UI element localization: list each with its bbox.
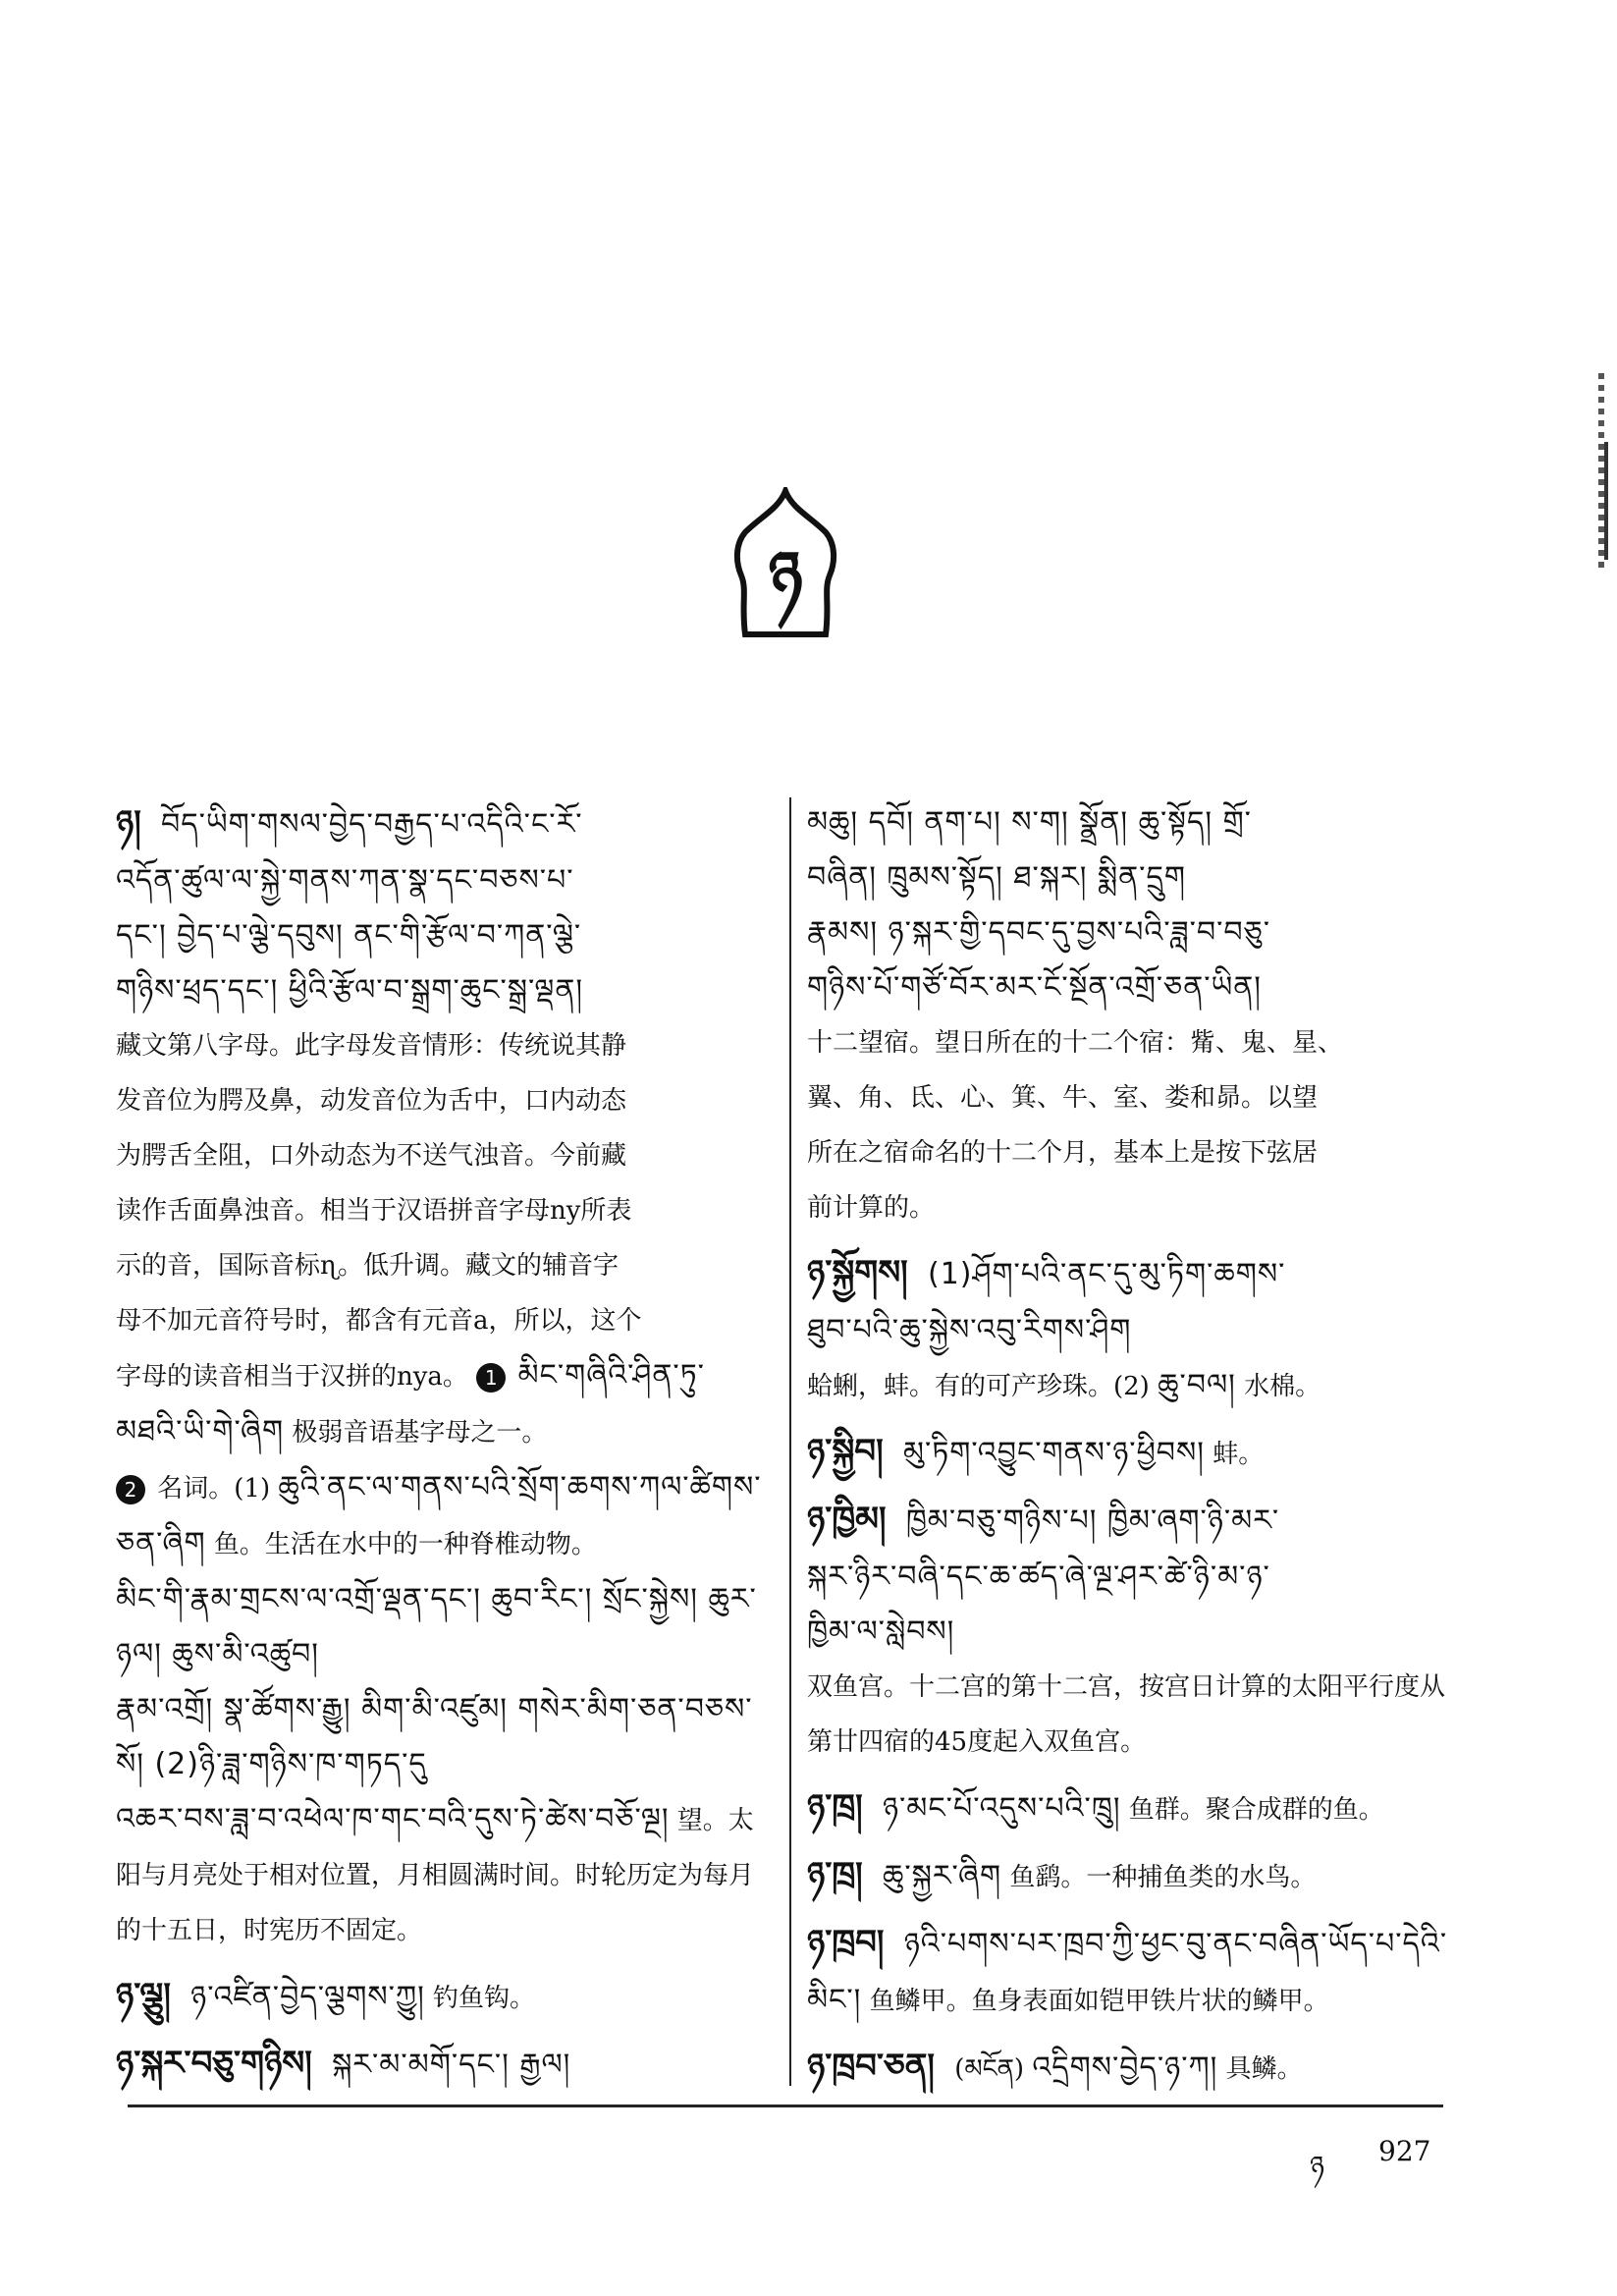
entry-chinese: 钓鱼钩。: [433, 1984, 536, 2013]
chinese-line: 读作舌面鼻浊音。相当于汉语拼音字母ny所表: [116, 1196, 632, 1226]
chinese-line: 前计算的。: [807, 1193, 936, 1223]
sense-marker: 2: [116, 1475, 145, 1504]
section-emblem: [731, 487, 839, 642]
headword: ཉ་སྐར་བཅུ་གཉིས།: [116, 2044, 312, 2083]
tibetan-line: དང་། བྱེད་པ་ལྕེ་དབུས། ནང་གི་རྩོལ་བ་ཀན་ལྕེ་: [116, 918, 582, 953]
page-number: 927: [1378, 2135, 1431, 2167]
tibetan-line: སྐར་ཉིར་བཞི་དང་ཆ་ཚད་ཞེ་ལྔ་ཤར་ཚེ་ཉི་མ་ཉ་: [807, 1559, 1270, 1594]
footer-section-letter: ཉ: [1310, 2150, 1324, 2182]
headword: ཉ་ལྕུ།: [116, 1976, 171, 2015]
entry-chinese: 鱼鳞甲。鱼身表面如铠甲铁片状的鳞甲。: [869, 1987, 1329, 2016]
sense2-chinese-b: 望。太阳与月亮处于相对位置，月相圆满时间。时轮历定为每月的十五日，时宪历不固定。: [116, 1806, 755, 1945]
sense1-tibetan: མིང་གཞིའི་ཤིན་ཏུ་མཐའི་ཡི་གེ་ཞིག: [116, 1358, 705, 1449]
headword: ཉ་ཁྱིམ།: [807, 1500, 887, 1539]
headword: ཉ་སྐྱིབ།: [807, 1432, 884, 1471]
tibetan-line: མཆུ། དབོ། ནག་པ། ས་ག། སྣྲོན། ཆུ་སྟོད། གྲོ་: [807, 805, 1252, 840]
entry-nya: [116, 795, 762, 1958]
scan-artifact: [1604, 442, 1608, 560]
chinese-line: 十二望宿。望日所在的十二个宿：觜、鬼、星、: [807, 1028, 1344, 1058]
entry-tibetan: ཉའི་པགས་པར་ཁྲབ་ཀྱི་ཕྱང་བུ་ནང་བཞིན་ཡོད་པ་དེའི་མིང་།: [807, 1927, 1448, 2017]
headword: ཉ་སྐྱོགས།: [807, 1253, 908, 1292]
tibetan-line: འདོན་ཚུལ་ལ་སྐྱེ་གནས་ཀན་སྣ་དང་བཅས་པ་: [116, 863, 574, 898]
footer-rule: [128, 2105, 1443, 2107]
entry-chinese: 具鳞。: [1225, 2054, 1303, 2084]
entry-tibetan: མུ་ཏིག་འབྱུང་གནས་ཉ་ཕྱིབས།: [902, 1436, 1205, 1470]
entry-tibetan: ཆུ་སྐྱར་ཞིག: [882, 1859, 1002, 1893]
entry-cormorant: [807, 1847, 1460, 1905]
entry-chinese: 鱼群。聚合成群的鱼。: [1128, 1795, 1384, 1825]
tibetan-line: ཁྱིམ་བཅུ་གཉིས་པ། ཁྱིམ་ཞག་ཉི་མར་: [905, 1503, 1280, 1538]
entry-label: (མངོན): [954, 2054, 1025, 2084]
sense2-tibetan-a: ཆུའི་ནང་ལ་གནས་པའི་སྲོག་ཆགས་ཀལ་ཚིགས་ཅན་ཞིག: [116, 1470, 762, 1560]
headword: ཉ་ཁྲབ།: [807, 1923, 885, 1962]
chinese-line: 发音位为腭及鼻，动发音位为舌中，口内动态: [116, 1086, 627, 1116]
chinese-line: 翼、角、氐、心、箕、牛、室、娄和昴。以望: [807, 1083, 1319, 1113]
entry-mussel: [807, 1424, 1460, 1482]
headword: ཉ་ཁྲ།: [807, 1787, 863, 1827]
entry-tibetan: འདྲིགས་བྱེད་ཉ་ཀ།: [1032, 2050, 1218, 2085]
entry-chinese-b: 水棉。: [1244, 1372, 1321, 1401]
sense2-chinese-a: 鱼。生活在水中的一种脊椎动物。: [213, 1530, 597, 1559]
entry-tibetan-b: ཆུ་བལ།: [1158, 1368, 1236, 1402]
tibetan-line: ཐུབ་པའི་ཆུ་སྐྱེས་འབུ་རིགས་ཤིག: [807, 1313, 1132, 1347]
entry-school: [807, 1779, 1460, 1837]
left-column: [116, 795, 762, 2104]
chinese-line: 所在之宿命名的十二个月，基本上是按下弦居: [807, 1138, 1319, 1168]
entry-hook: [116, 1968, 762, 2026]
entry-clam: [807, 1245, 1460, 1414]
headword: ཉ།: [116, 803, 141, 843]
chinese-line: 示的音，国际音标ɳ。低升调。藏文的辅音字: [116, 1251, 620, 1281]
entry-chinese: 蛤蜊，蚌。有的可产珍珠。(2): [807, 1372, 1150, 1401]
chinese-line: 字母的读音相当于汉拼的nya。: [116, 1362, 468, 1392]
entry-tibetan: སྐར་མ་མགོ་དང་། རྒྱལ།: [332, 2048, 571, 2082]
tibetan-line: ཁྱིམ་ལ་སླེབས།: [807, 1614, 955, 1649]
tibetan-line: རྣམས། ཉ་སྐར་གྱི་དབང་དུ་བྱས་པའི་ཟླ་བ་བཅུ་: [807, 915, 1271, 950]
right-column: [807, 795, 1460, 2106]
entry-skar: [116, 2036, 762, 2094]
chinese-line: 藏文第八字母。此字母发音情形：传统说其静: [116, 1031, 627, 1061]
headword: ཉ་ཁྲབ་ཅན།: [807, 2047, 935, 2086]
entry-scale: [807, 1915, 1460, 2029]
chinese-line: 母不加元音符号时，都含有元音a，所以，这个: [116, 1306, 642, 1336]
headword: ཉ་ཁྲ།: [807, 1855, 863, 1894]
sense1-chinese: 极弱音语基字母之一。: [292, 1418, 548, 1448]
tibetan-line: བཞིན། ཁྲུམས་སྟོད། ཐ་སྐར། སྨིན་དྲུག: [807, 860, 1186, 895]
tibetan-line: བོད་ཡིག་གསལ་བྱེད་བརྒྱད་པ་འདིའི་ང་རོ་: [161, 807, 583, 842]
entry-tibetan: ཉ་མང་པོ་འདུས་པའི་ཁྲུ།: [882, 1791, 1121, 1826]
chinese-line: 为腭舌全阻，口外动态为不送气浊音。今前藏: [116, 1141, 627, 1171]
entry-chinese: 双鱼宫。十二宫的第十二宫，按宫日计算的太阳平行度从第廿四宿的45度起入双鱼宫。: [807, 1672, 1446, 1757]
sense2-tibetan-b: རྣམ་འགྲོ། སྣ་ཚོགས་རྒྱུ། མིག་མི་འཛུམ། གསེར་མིག་ཅན་བཅས་སོ། (2)ཉི་ཟླ་གཉིས་ཁ་གཏད་དུ: [116, 1692, 753, 1781]
tibetan-line: གཉིས་པོ་གཙོ་བོར་མར་ངོ་སྔོན་འགྲོ་ཅན་ཡིན།: [807, 970, 1262, 1005]
sense-marker: 1: [476, 1363, 506, 1393]
tibetan-line: གཉིས་ཕྲད་དང་། ཕྱིའི་རྩོལ་བ་སྒྲག་ཆུང་སྒྲ་ལྡན།: [116, 973, 584, 1008]
entry-pisces: [807, 1492, 1460, 1770]
entry-scaled: [807, 2039, 1460, 2097]
column-divider: [789, 797, 791, 2086]
entry-chinese: 蚌。: [1213, 1440, 1265, 1469]
entry-chinese: 鱼鹞。一种捕鱼类的水鸟。: [1009, 1863, 1317, 1892]
sense2-tibetan-b: འཆར་བས་ཟླ་བ་འཕེལ་ཁ་གང་བའི་དུས་ཏེ་ཚེས་བཅོ་ལྔ།: [116, 1802, 670, 1836]
entry-tibetan: ཉ་འཛིན་བྱེད་ལྕགས་ཀྱུ།: [190, 1980, 425, 2014]
tibetan-line: (1)ཤོག་པའི་ནང་དུ་མུ་ཏིག་ཆགས་: [927, 1257, 1286, 1291]
entry-continuation: [807, 795, 1460, 1235]
sense2-label: 名词。(1): [157, 1474, 271, 1503]
emblem-letter: ཉ: [768, 537, 803, 613]
sense2-tibetan-b: མིང་གི་རྣམ་གྲངས་ལ་འགྲོ་ལྡན་དང་། ཆུབ་རིང་། སྲོང་སྐྱེས། ཆུར་ཉལ། ཆུས་མི་འཚུབ།: [116, 1582, 757, 1671]
